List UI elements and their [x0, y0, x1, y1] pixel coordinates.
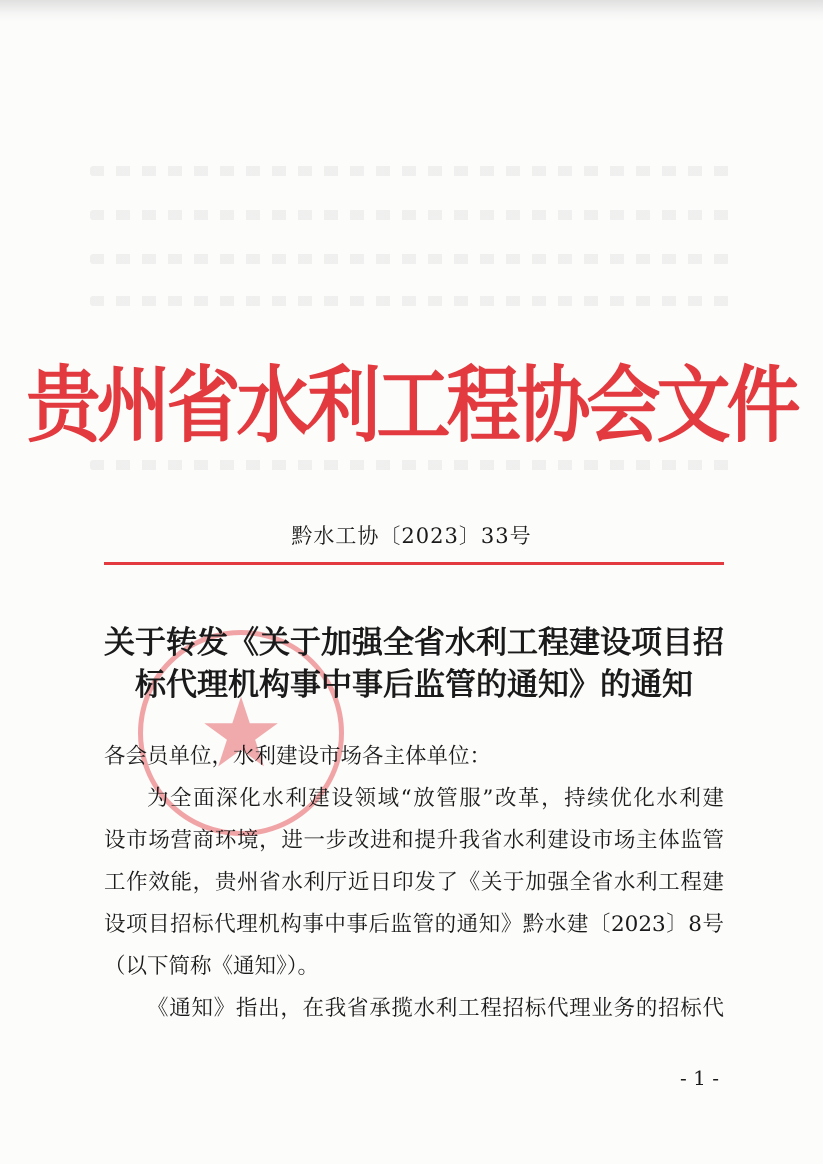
paragraph-line: 设市场营商环境，进一步改进和提升我省水利建设市场主体监管 — [104, 828, 724, 853]
title-line: 标代理机构事中事后监管的通知》的通知 — [135, 667, 693, 703]
seal-star-icon: ★ — [197, 677, 285, 789]
scan-edge-shadow — [0, 0, 823, 22]
paragraph-line: （以下简称《通知》）。 — [104, 954, 320, 979]
red-divider-line — [104, 562, 724, 565]
bleed-through-line — [90, 254, 730, 264]
document-number: 黔水工协〔2023〕33号 — [291, 524, 532, 548]
title-line: 关于转发《关于加强全省水利工程建设项目招 — [104, 625, 724, 661]
bleed-through-line — [90, 460, 730, 470]
salutation: 各会员单位，水利建设市场各主体单位： — [104, 744, 492, 769]
red-header-title: 贵州省水利工程协会文件 — [26, 357, 797, 455]
bleed-through-line — [90, 166, 730, 176]
paragraph-line: 工作效能，贵州省水利厅近日印发了《关于加强全省水利工程建 — [104, 870, 724, 895]
document-title — [104, 622, 724, 706]
bleed-through-line — [90, 210, 730, 220]
bleed-through-line — [90, 296, 730, 306]
paragraph-line: 为全面深化水利建设领域“放管服”改革，持续优化水利建 — [147, 786, 724, 811]
paragraph-line: 《通知》指出，在我省承揽水利工程招标代理业务的招标代 — [147, 996, 724, 1021]
page-number: - 1 - — [680, 1066, 719, 1090]
paragraph-line: 设项目招标代理机构事中事后监管的通知》黔水建〔2023〕8号 — [104, 912, 724, 937]
document-body — [104, 736, 724, 1030]
